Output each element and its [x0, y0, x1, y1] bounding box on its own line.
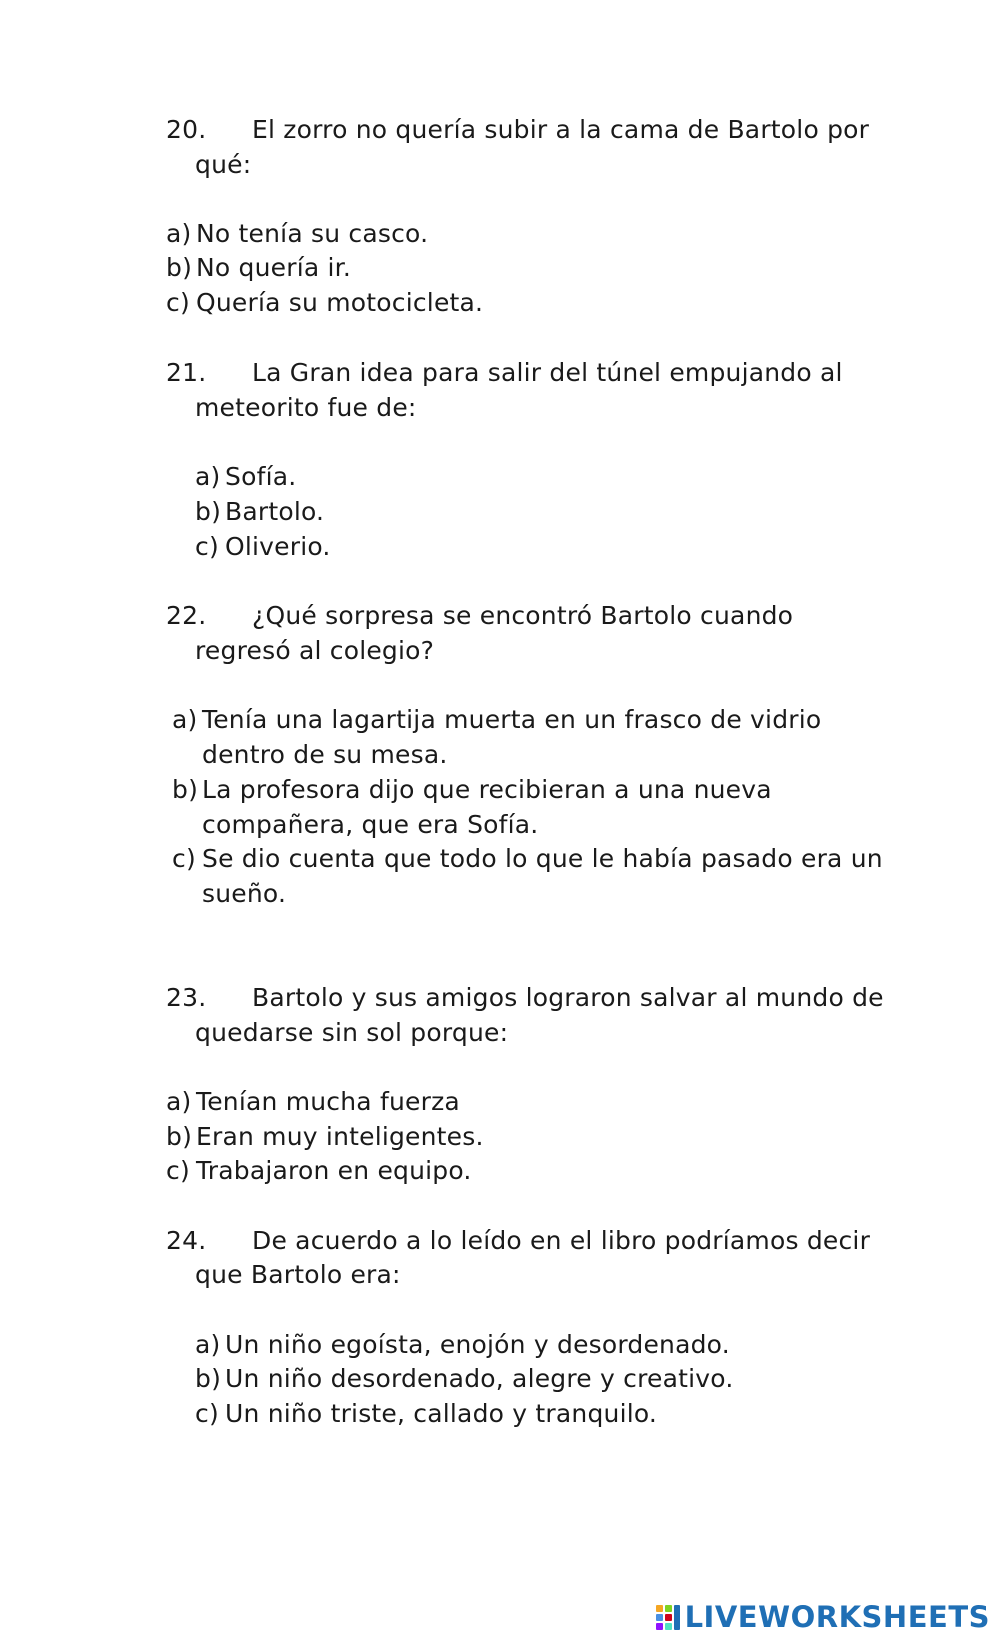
question-22-line1: [166, 601, 793, 631]
question-number: 20.: [166, 115, 207, 144]
option-label: b): [195, 497, 222, 526]
option-label: b): [166, 1122, 193, 1151]
option-text: Bartolo.: [225, 497, 325, 526]
question-text: De acuerdo a lo leído en el libro podríamos decir: [252, 1226, 871, 1255]
option-text: No tenía su casco.: [196, 219, 429, 248]
option-text: Tenía una lagartija muerta en un frasco de vidrio: [202, 705, 822, 734]
question-22-option-b-cont: compañera, que era Sofía.: [202, 810, 539, 839]
question-20-line1: [166, 115, 869, 145]
question-20-line2: qué:: [195, 150, 252, 179]
question-text: ¿Qué sorpresa se encontró Bartolo cuando: [252, 601, 794, 630]
question-20-option-b: [166, 253, 351, 283]
option-text: Un niño triste, callado y tranquilo.: [225, 1399, 658, 1428]
option-label: c): [166, 288, 190, 317]
option-label: a): [166, 219, 192, 248]
question-20-option-a: [166, 219, 428, 249]
option-text: Se dio cuenta que todo lo que le había pasado era un: [202, 844, 883, 873]
option-label: a): [166, 1087, 192, 1116]
question-21-option-b: [195, 497, 324, 527]
question-number: 21.: [166, 358, 207, 387]
option-label: c): [195, 1399, 219, 1428]
option-label: a): [172, 705, 198, 734]
option-text: Un niño egoísta, enojón y desordenado.: [225, 1330, 730, 1359]
question-22-option-a-cont: dentro de su mesa.: [202, 740, 448, 769]
option-label: a): [195, 462, 221, 491]
question-number: 22.: [166, 601, 207, 630]
option-text: Quería su motocicleta.: [196, 288, 484, 317]
question-22-option-a: [172, 705, 821, 735]
option-text: Sofía.: [225, 462, 297, 491]
question-22-option-c: [172, 844, 883, 874]
question-21-line1: [166, 358, 843, 388]
question-22-option-b: [172, 775, 772, 805]
question-text: Bartolo y sus amigos lograron salvar al mundo de: [252, 983, 884, 1012]
question-number: 23.: [166, 983, 207, 1012]
liveworksheets-icon: [655, 1603, 681, 1631]
option-text: Eran muy inteligentes.: [196, 1122, 484, 1151]
question-text: La Gran idea para salir del túnel empujando al: [252, 358, 843, 387]
option-label: c): [195, 532, 219, 561]
option-text: Tenían mucha fuerza: [196, 1087, 460, 1116]
question-number: 24.: [166, 1226, 207, 1255]
liveworksheets-logo[interactable]: [655, 1599, 990, 1635]
brand-name: LIVEWORKSHEETS: [684, 1600, 990, 1634]
question-24-option-a: [195, 1330, 730, 1360]
question-21-line2: meteorito fue de:: [195, 393, 417, 422]
question-22-line2: regresó al colegio?: [195, 636, 435, 665]
question-24-line2: que Bartolo era:: [195, 1260, 401, 1289]
option-label: a): [195, 1330, 221, 1359]
question-23-option-c: [166, 1156, 472, 1186]
option-label: b): [166, 253, 193, 282]
option-text: Oliverio.: [225, 532, 331, 561]
option-text: No quería ir.: [196, 253, 352, 282]
option-label: c): [166, 1156, 190, 1185]
question-24-line1: [166, 1226, 870, 1256]
question-23-option-a: [166, 1087, 460, 1117]
option-label: c): [172, 844, 196, 873]
question-24-option-b: [195, 1364, 733, 1394]
option-text: Trabajaron en equipo.: [196, 1156, 472, 1185]
question-23-line1: [166, 983, 884, 1013]
option-label: b): [195, 1364, 222, 1393]
question-20-option-c: [166, 288, 483, 318]
question-22-option-c-cont: sueño.: [202, 879, 287, 908]
question-23-line2: quedarse sin sol porque:: [195, 1018, 509, 1047]
question-23-option-b: [166, 1122, 484, 1152]
question-24-option-c: [195, 1399, 657, 1429]
question-text: El zorro no quería subir a la cama de Bartolo por: [252, 115, 870, 144]
question-21-option-a: [195, 462, 296, 492]
option-text: Un niño desordenado, alegre y creativo.: [225, 1364, 734, 1393]
option-label: b): [172, 775, 199, 804]
question-21-option-c: [195, 532, 331, 562]
option-text: La profesora dijo que recibieran a una nueva: [202, 775, 772, 804]
